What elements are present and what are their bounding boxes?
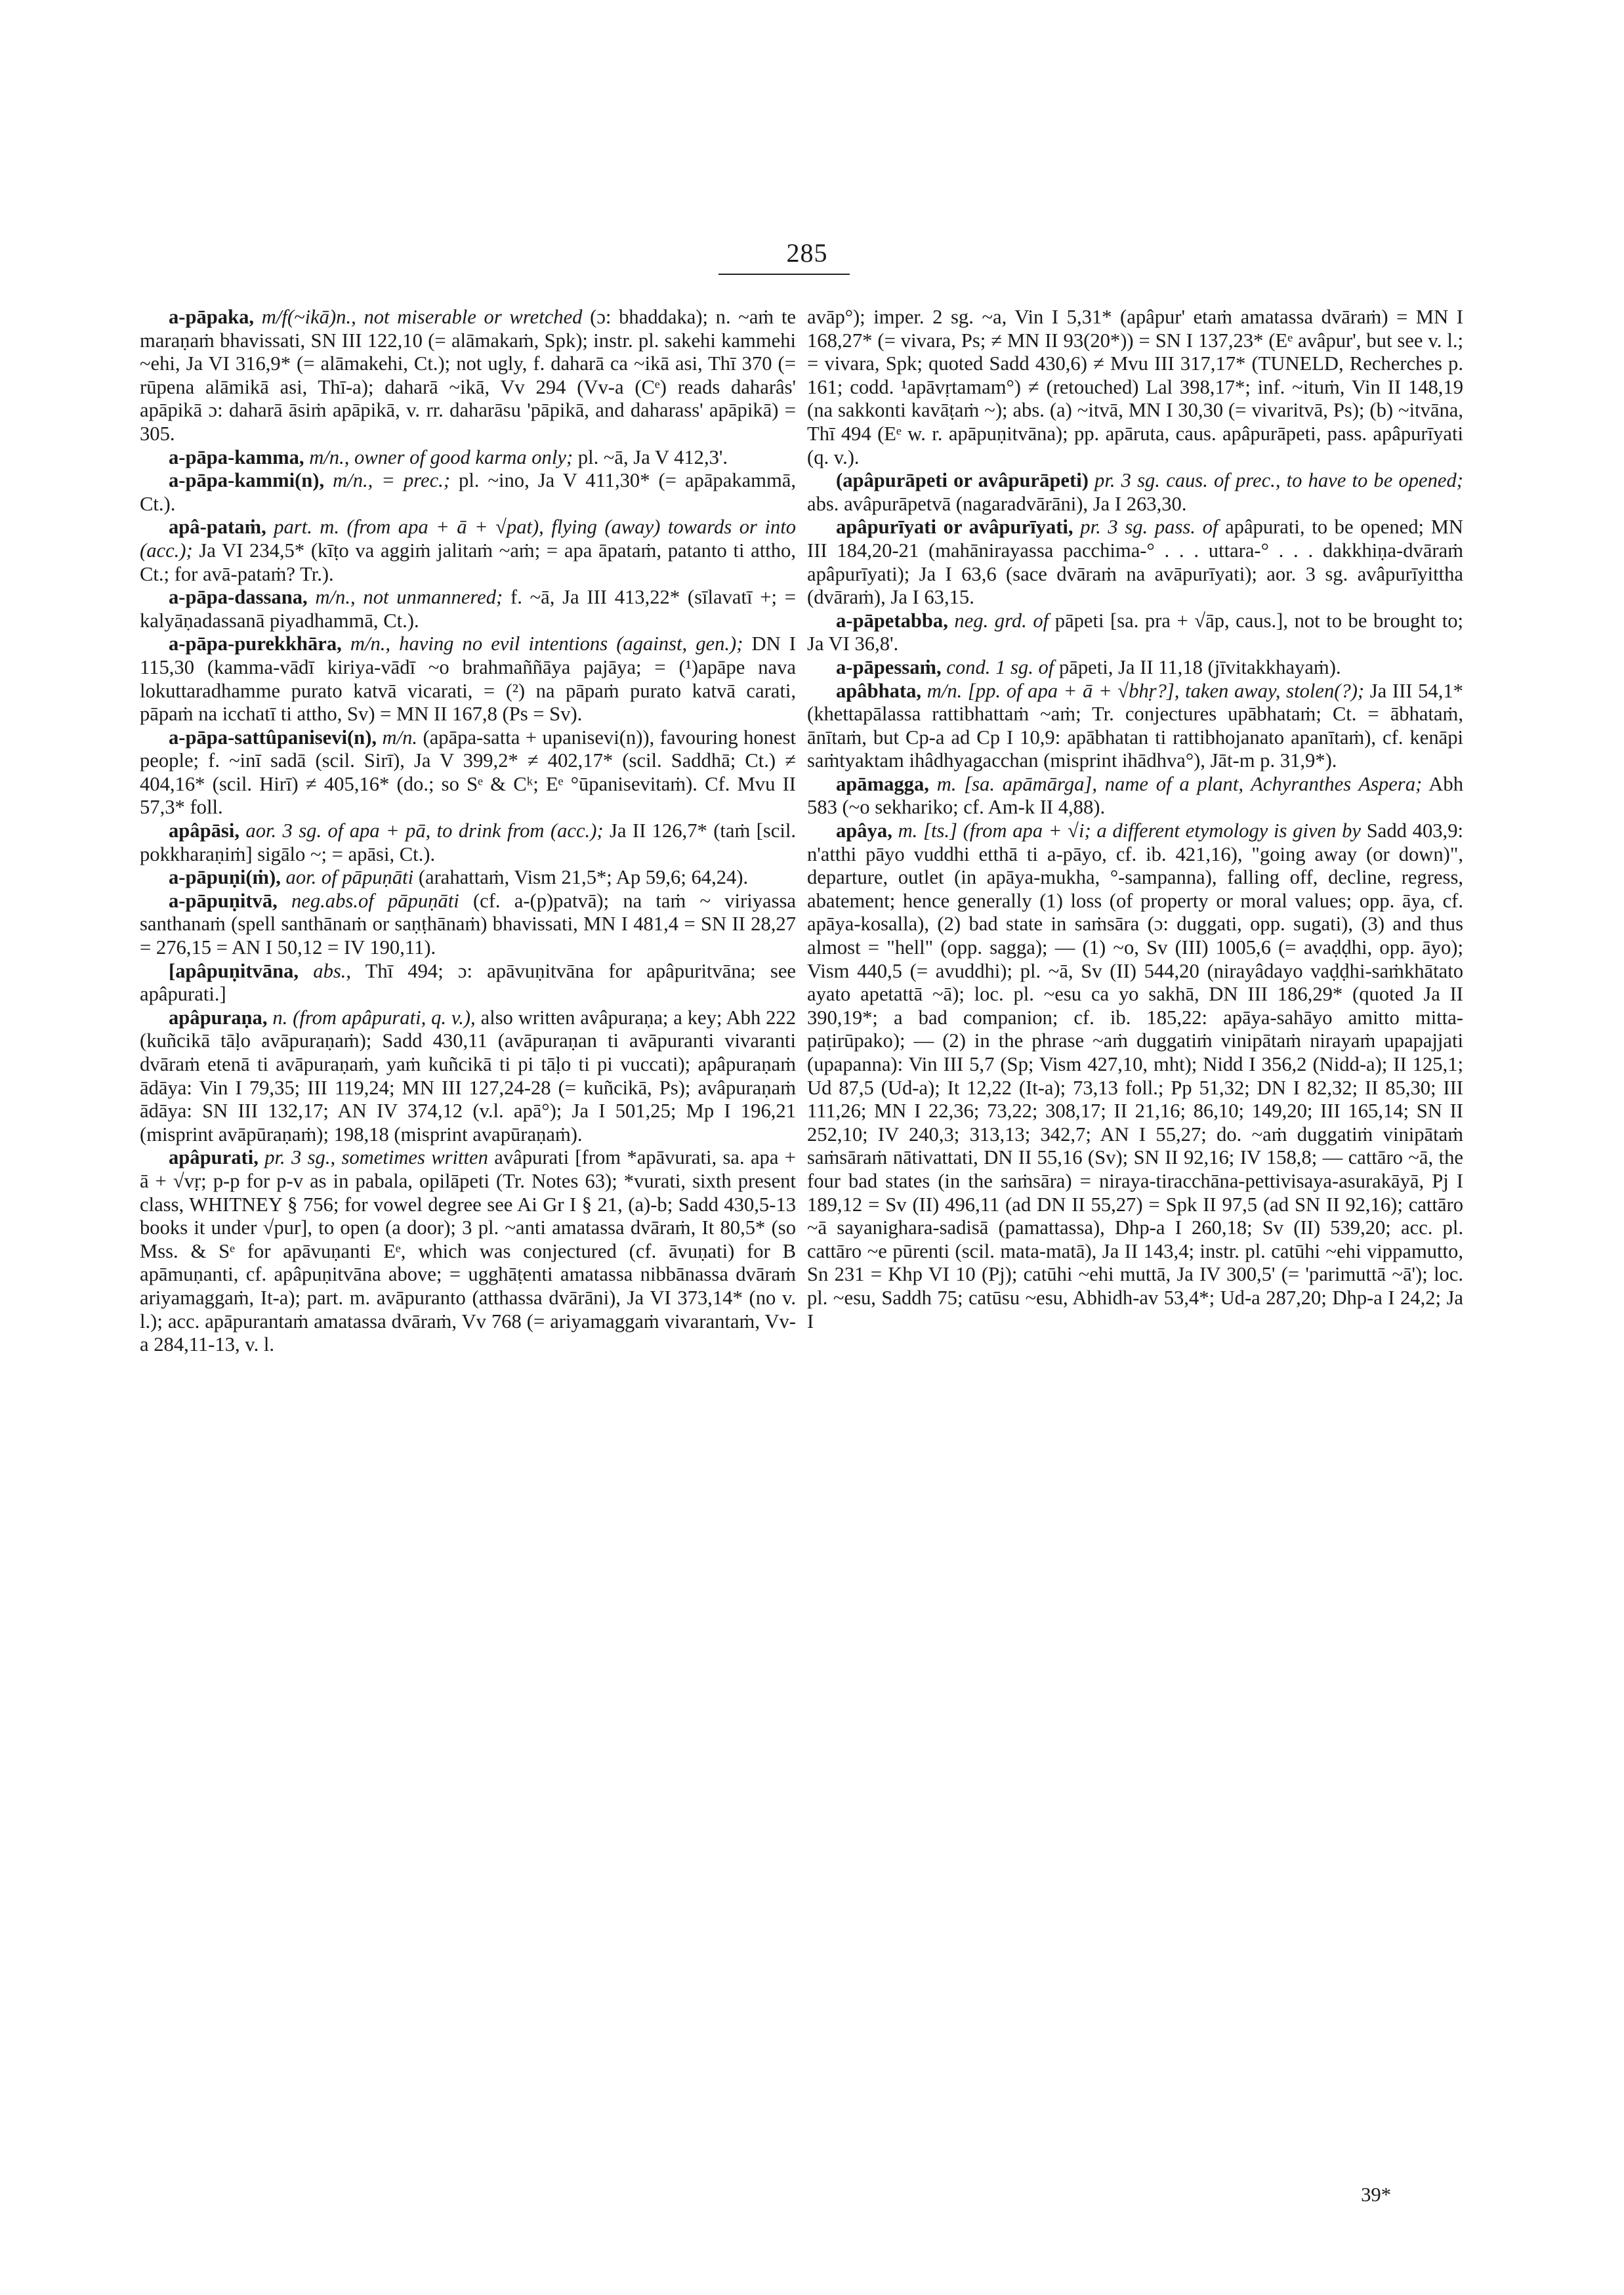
entry-text: (arahattaṁ, Vism 21,5*; Ap 59,6; 64,24). <box>418 866 749 889</box>
entry <box>140 866 796 890</box>
headword: (apâpurāpeti or avâpurāpeti) <box>836 469 1089 492</box>
signature-mark: 39* <box>1361 2183 1391 2206</box>
headword: apâpāsi, <box>169 819 239 842</box>
grammar: neg.abs.of pāpuṇāti <box>291 889 459 912</box>
right-column <box>807 306 1463 1333</box>
entry <box>807 516 1463 609</box>
headword: apâya, <box>836 819 892 842</box>
grammar: pr. 3 sg. pass. of <box>1080 516 1218 539</box>
entry <box>140 586 796 632</box>
entry <box>140 446 796 470</box>
grammar: m/n., not unmannered; <box>315 586 503 609</box>
entry-continuation <box>807 306 1463 469</box>
grammar: m. [sa. apāmārga], name of a plant, Achyranthes Aspera; <box>936 772 1423 795</box>
entry <box>140 1146 796 1356</box>
entry-text: (cf. a-(p)patvā); na taṁ ~ viriyassa santhanaṁ (spell santhānaṁ or saṇṭhānaṁ) bhavissati, MN I 481,4 = SN II 28,27 = 276,15 = AN I 50,12 = IV 190,11). <box>140 889 796 959</box>
grammar: m/n. <box>382 726 418 749</box>
entry <box>140 516 796 586</box>
entry <box>140 890 796 960</box>
headword: a-pāpuṇi(ṁ), <box>169 866 281 889</box>
header-rule <box>718 274 850 275</box>
entry <box>807 819 1463 1333</box>
entry <box>807 680 1463 773</box>
headword: a-pāpa-dassana, <box>169 586 308 609</box>
grammar: pr. 3 sg. caus. of prec., to have to be opened; <box>1094 469 1463 492</box>
entry-text: Ja III 54,1* (khettapālassa rattibhattaṁ ~aṁ; Tr. conjectures upābhataṁ; Ct. = ābhataṁ, ānītaṁ, but Cp-a ad Cp I 10,9: apābhatan ti rattibhojanato apanītaṁ), cf. kenāpi saṁtyaktam ihâdhyagacchan (misprint ihādhva°), Jāt-m p. 31,9*). <box>807 679 1463 772</box>
entry-text: Ja VI 234,5* (kīṭo va aggiṁ jalitaṁ ~aṁ; = apa āpataṁ, patanto ti attho, Ct.; for avā-pataṁ? Tr.). <box>140 539 797 585</box>
headword: a-pāpessaṁ, <box>836 655 942 678</box>
grammar: m. [ts.] (from apa + √i; a different etymology is given by <box>898 819 1362 842</box>
grammar: aor. 3 sg. of apa + pā, to drink from (acc.); <box>245 819 604 842</box>
grammar: m/n., having no evil intentions (against, gen.); <box>350 632 743 655</box>
entry-text: pāpeti [sa. pra + √āp, caus.], not to be brought to; Ja VI 36,8'. <box>807 609 1463 655</box>
entry-text: Ja II 126,7* (taṁ [scil. pokkharaṇiṁ] sigālo ~; = apāsi, Ct.). <box>140 819 796 865</box>
entry-text: pāpeti, Ja II 11,18 (jīvitakkhayaṁ). <box>1058 655 1341 678</box>
entry <box>140 469 796 516</box>
entry-text: pl. ~ā, Ja V 412,3'. <box>577 445 728 468</box>
headword: apâbhata, <box>836 679 922 702</box>
entry-text: Sadd 403,9: n'atthi pāyo vuddhi etthā ti a-pāyo, cf. ib. 421,16), "going away (or down)", departure, outlet (in apāya-mukha, °-sampanna), falling off, decline, regress, abatement; hence generally (1) loss (of property or moral values; opp. āya, cf. apāya-kosalla), (2) bad state in saṁsāra (ɔ: duggati, opp. sugati), (3) and thus almost = "hell" (opp. sagga); — (1) ~o, Sv (III) 1005,6 (= avaḍḍhi, opp. āyo); Vism 440,5 (= avuddhi); pl. ~ā, Sv (II) 544,20 (nirayâdayo vaḍḍhi-saṁkhātato ayato apetattā ~ā); loc. pl. ~esu ca yo sakhā, DN III 186,29* (quoted Ja II 390,19*; a bad companion; cf. ib. 185,22: apāya-sahāyo amitto mitta-paṭirūpako); — (2) in the phrase ~aṁ duggatiṁ vinipātaṁ nirayaṁ upapajjati (upapanna): Vin III 5,7 (Sp; Vism 427,10, mht); Nidd I 356,2 (Nidd-a); II 125,1; Ud 87,5 (Ud-a); It 12,22 (It-a); 73,13 foll.; Pp 51,32; DN I 82,32; II 85,30; III 111,26; MN I 22,36; 73,22; 308,17; II 21,16; 86,10; 149,20; III 165,14; SN II 252,10; IV 240,3; 313,13; 342,7; AN I 55,27; do. ~aṁ duggatiṁ vinipātaṁ saṁsāraṁ nātivattati, DN II 55,16 (Sv); SN II 92,16; IV 158,8; — cattāro ~ā, the four bad states (in the saṁsāra) = niraya-tiracchāna-pettivisaya-asurakāyā, Pj I 189,12 = Sv (II) 496,11 (ad DN II 55,27) = Spk II 97,5 (ad SN II 92,16); cattāro ~ā sayanighara-sadisā (pamattassa), Dhp-a I 260,18; Sv (II) 539,20; acc. pl. cattāro ~e pūrenti (scil. mata-matā), Ja II 143,4; instr. pl. catūhi ~ehi vippamutto, Sn 231 = Khp VI 10 (Pj); catūhi ~ehi muttā, Ja IV 300,5' (= 'parimuttā ~ā'); loc. pl. ~esu, Saddh 75; catūsu ~esu, Abhidh-av 53,4*; Ud-a 287,20; Dhp-a I 24,2; Ja I <box>807 819 1463 1333</box>
entry <box>140 306 796 446</box>
headword: a-pāpetabba, <box>836 609 948 632</box>
grammar: m/n., owner of good karma only; <box>309 445 573 468</box>
headword: a-pāpa-kamma, <box>169 445 304 468</box>
headword: a-pāpa-kammi(n), <box>169 469 325 492</box>
entry-text: (apāpa-satta + upanisevi(n)), favouring honest people; f. ~inī sadā (scil. Sirī), Ja V 399,2* ≠ 402,17* (scil. Saddhā; Ct.) ≠ 404,16* (scil. Hirī) ≠ 405,16* (do.; so Sᵉ & Cᵏ; Eᵉ °ūpanisevitaṁ). Cf. Mvu II 57,3* foll. <box>140 726 796 819</box>
headword: [apâpuṇitvāna, <box>169 959 299 982</box>
entry-text: DN I 115,30 (kamma-vādī kiriya-vādī ~o brahmaññāya pajāya; = (¹)apāpe nava lokuttaradhamme purato katvā vicarati, = (²) na pāpaṁ purato katvā carati, pāpaṁ na icchatī ti attho, Sv) = MN II 167,8 (Ps = Sv). <box>140 632 796 726</box>
entry-text: (ɔ: bhaddaka); n. ~aṁ te maraṇaṁ bhavissati, SN III 122,10 (= alāmakaṁ, Spk); instr. pl. sakehi kammehi ~ehi, Ja VI 316,9* (= alāmakehi, Ct.); not ugly, f. daharā ca ~ikā asi, Thī 370 (= rūpena alāmikā asi, Thī-a); daharā ~ikā, Vv 294 (Vv-a (Cᵉ) reads daharâs' apāpikā ɔ: daharā āsiṁ apāpikā, v. rr. daharāsu 'pāpikā, and daharass' apāpikā) = 305. <box>140 306 796 445</box>
headword: a-pāpa-sattûpanisevi(n), <box>169 726 377 749</box>
grammar: cond. 1 sg. of <box>946 655 1054 678</box>
entry-text: also written avâpuraṇa; a key; Abh 222 (kuñcikā tāḷo avāpuraṇaṁ); Sadd 430,11 (avāpuraṇan ti avāpuranti vivaranti dvāraṁ etenā ti avāpuraṇaṁ, yaṁ kuñcikā ti pi tāḷo ti pi vuccati); apâpuraṇaṁ ādāya: Vin I 79,35; III 119,24; MN III 127,24-28 (= kuñcikā, Ps); avâpuraṇaṁ ādāya: SN III 132,17; AN IV 374,12 (v.l. apā°); Ja I 501,25; Mp I 196,21 (misprint avāpūraṇaṁ); 198,18 (misprint avapūraṇaṁ). <box>140 1006 797 1146</box>
entry-text: Thī 494; ɔ: apāvuṇitvāna for apâpuritvāna; see apâpurati.] <box>140 959 796 1006</box>
entry <box>807 469 1463 516</box>
grammar: m/f(~ikā)n., not miserable or wretched <box>261 306 583 328</box>
entry <box>140 960 796 1006</box>
entry <box>140 632 796 726</box>
entry-text: abs. avâpurāpetvā (nagaradvārāni), Ja I 263,30. <box>807 492 1187 515</box>
entry <box>140 1006 796 1147</box>
entry <box>807 773 1463 819</box>
headword: apâpuraṇa, <box>169 1006 268 1029</box>
headword: a-pāpuṇitvā, <box>169 889 278 912</box>
page-number: 285 <box>786 238 828 268</box>
left-column <box>140 306 796 1357</box>
headword: apâpurīyati or avâpurīyati, <box>836 516 1073 539</box>
grammar: n. (from apâpurati, q. v.), <box>272 1006 476 1029</box>
grammar: neg. grd. of <box>954 609 1049 632</box>
grammar: aor. of pāpuṇāti <box>285 866 414 889</box>
headword: apāmagga, <box>836 772 929 795</box>
entry-text: f. ~ā, Ja III 413,22* (sīlavatī +; = kalyāṇadassanā piyadhammā, Ct.). <box>140 586 796 632</box>
entry-text: avâpurati [from *apāvurati, sa. apa + ā + √vṛ; p-p for p-v as in pabala, opilāpeti (Tr. Notes 63); *vurati, sixth present class, WHITNEY § 756; for vowel degree see Ai Gr I § 21, (a)-b; Sadd 430,5-13 books it under √pur], to open (a door); 3 pl. ~anti amatassa dvāraṁ, It 80,5* (so Mss. & Sᵉ for apāvuṇanti Eᵉ, which was conjectured (cf. āvuṇati) for B apāmuṇanti, cf. apâpuṇitvāna above; = ugghāṭenti amatassa nibbānassa dvāraṁ ariyamaggaṁ, It-a); part. m. avāpuranto (atthassa dvārāni), Ja VI 373,14* (no v. l.); acc. apāpurantaṁ amatassa dvāraṁ, Vv 768 (= ariyamaggaṁ vivarantaṁ, Vv-a 284,11-13, v. l. <box>140 1146 796 1356</box>
entry <box>807 610 1463 656</box>
grammar: m/n. [pp. of apa + ā + √bhṛ?], taken away, stolen(?); <box>927 679 1365 702</box>
headword: a-pāpa-purekkhāra, <box>169 632 342 655</box>
grammar: pr. 3 sg., sometimes written <box>264 1146 488 1169</box>
entry <box>140 726 796 819</box>
entry <box>807 656 1463 680</box>
entry-text: pl. ~ino, Ja V 411,30* (= apāpakammā, Ct.). <box>140 469 796 515</box>
headword: apâ-pataṁ, <box>169 516 266 539</box>
entry-text: avāp°); imper. 2 sg. ~a, Vin I 5,31* (apâpur' etaṁ amatassa dvāraṁ) = MN I 168,27* (= vivara, Ps; ≠ MN II 93(20*)) = SN I 137,23* (Eᵉ avâpur', but see v. l.; = vivara, Spk; quoted Sadd 430,6) ≠ Mvu III 317,17* (TUNELD, Recherches p. 161; codd. ¹apāvṛtamam°) ≠ (retouched) Lal 398,17*; inf. ~ituṁ, Vin II 148,19 (na sakkonti kavāṭaṁ ~); abs. (a) ~itvā, MN I 30,30 (= vivaritvā, Ps); (b) ~itvāna, Thī 494 (Eᵉ w. r. apāpuṇitvāna); pp. apāruta, caus. apâpurāpeti, pass. apâpurīyati (q. v.). <box>807 306 1463 468</box>
headword: a-pāpaka, <box>169 306 255 328</box>
entry-text: Abh 583 (~o sekhariko; cf. Am-k II 4,88). <box>807 772 1463 819</box>
grammar: part. m. (from apa + ā + √pat), flying (away) towards or into (acc.); <box>140 516 796 562</box>
grammar: abs., <box>313 959 352 982</box>
grammar: m/n., = prec.; <box>333 469 451 492</box>
headword: apâpurati, <box>169 1146 259 1169</box>
entry-text: apâpurati, to be opened; MN III 184,20-21 (mahānirayassa pacchima-° . . . uttara-° . . . dakkhiṇa-dvāraṁ apâpurīyati); Ja I 63,6 (sace dvāraṁ na avāpurīyati); aor. 3 sg. avâpurīyittha (dvāraṁ), Ja I 63,15. <box>807 516 1463 609</box>
entry <box>140 819 796 866</box>
